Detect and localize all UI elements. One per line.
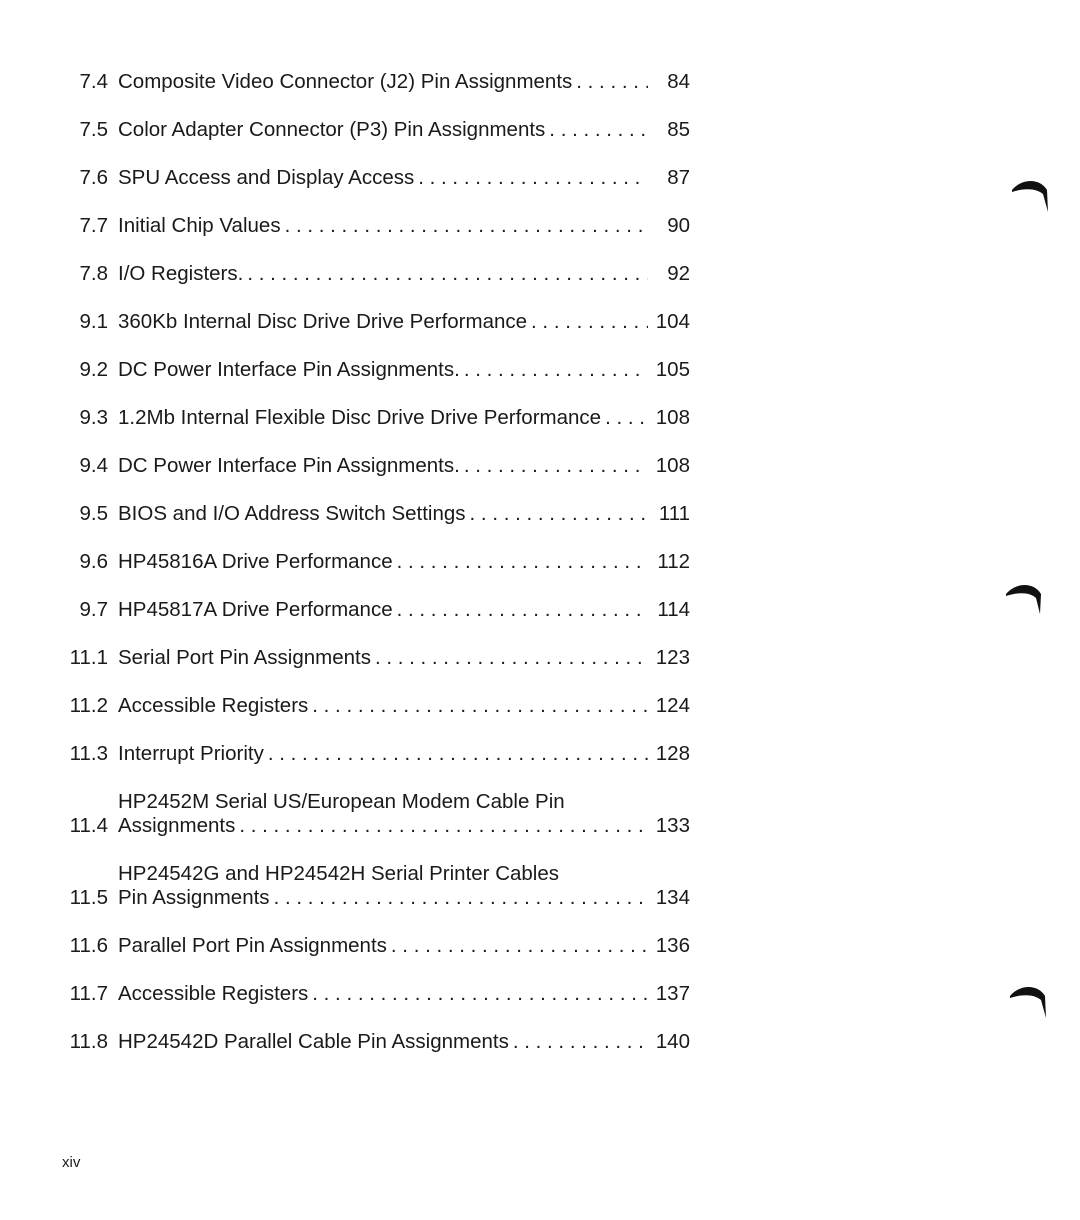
toc-entry-number: 7.8 [79,262,108,285]
toc-entry-page: 85 [667,118,690,141]
toc-entry [60,718,690,766]
toc-entry-number: 11.5 [69,886,108,909]
dot-leader [308,982,648,1006]
toc-entry [60,478,690,526]
toc-entry-number: 7.5 [79,118,108,141]
toc-entry [60,142,690,190]
toc-entry-number: 11.6 [69,934,108,957]
binding-tab-mark-icon [1010,176,1050,216]
toc-entry-title: 1.2Mb Internal Flexible Disc Drive Drive Performance [118,406,602,429]
toc-entry-page: 128 [655,742,690,765]
toc-entry-page: 140 [655,1030,690,1053]
toc-entry-page: 90 [667,214,690,237]
dot-leader [572,70,648,94]
toc-entry-title: SPU Access and Display Access [118,166,415,189]
dot-leader [527,310,648,334]
toc-entry-title: Initial Chip Values [118,214,281,237]
toc-entry [60,766,690,838]
toc-entry-title: Parallel Port Pin Assignments [118,934,387,957]
toc-entry-page: 114 [657,598,690,621]
toc-entry [60,622,690,670]
toc-entry-page: 108 [655,406,690,429]
dot-leader [387,934,648,958]
toc-entry-title: DC Power Interface Pin Assignments. [118,454,460,477]
toc-entry-number: 11.2 [69,694,108,717]
toc-entry-title: HP24542D Parallel Cable Pin Assignments [118,1030,509,1053]
toc-entry-page: 92 [667,262,690,285]
dot-leader [460,358,648,382]
toc-entry-page: 104 [655,310,690,333]
dot-leader [270,886,648,910]
toc-entry [60,190,690,238]
toc-entry-page: 136 [655,934,690,957]
toc-entry-title: BIOS and I/O Address Switch Settings [118,502,466,525]
toc-entry [60,94,690,142]
toc-entry [60,46,690,94]
toc-entry-number: 11.4 [69,814,108,837]
toc-entry-page: 108 [655,454,690,477]
toc-entry-title: 360Kb Internal Disc Drive Drive Performance [118,310,528,333]
toc-entry-number: 9.5 [79,502,108,525]
toc-entry-page: 137 [655,982,690,1005]
dot-leader [466,502,648,526]
toc-entry-title: Accessible Registers [118,982,309,1005]
dot-leader [264,742,648,766]
page-number-folio: xiv [62,1154,81,1171]
toc-entry-number: 7.4 [79,70,108,93]
toc-entry-number: 9.3 [79,406,108,429]
toc-entry [60,382,690,430]
dot-leader [235,814,648,838]
toc-entry [60,910,690,958]
toc-entry [60,238,690,286]
toc-entry [60,286,690,334]
toc-entry [60,526,690,574]
toc-entry-title: Interrupt Priority [118,742,264,765]
toc-entry-number: 11.7 [69,982,108,1005]
toc-entry-title: DC Power Interface Pin Assignments. [118,358,460,381]
toc-entry [60,958,690,1006]
dot-leader [393,550,648,574]
dot-leader [545,118,648,142]
toc-entry-number: 7.7 [79,214,108,237]
toc-entry-title: Composite Video Connector (J2) Pin Assignments [118,70,573,93]
toc-entry-page: 84 [667,70,690,93]
toc-entry [60,334,690,382]
dot-leader [393,598,648,622]
toc-entry-page: 123 [655,646,690,669]
toc-entry [60,670,690,718]
toc-entry-page: 134 [655,886,690,909]
binding-tab-mark-icon [1008,982,1048,1022]
toc-entry-page: 87 [667,166,690,189]
table-of-contents [60,46,690,1054]
toc-entry-page: 112 [657,550,690,573]
dot-leader [509,1030,648,1054]
toc-entry-title: HP2452M Serial US/European Modem Cable Pin [118,790,565,813]
toc-entry-title: Assignments [118,814,236,837]
toc-entry-page: 124 [655,694,690,717]
toc-entry-number: 9.7 [79,598,108,621]
dot-leader [308,694,648,718]
toc-entry-page: 133 [655,814,690,837]
toc-entry-number: 9.6 [79,550,108,573]
toc-entry [60,838,690,910]
toc-entry-number: 9.1 [79,310,108,333]
toc-entry [60,574,690,622]
toc-entry-page: 111 [658,502,690,525]
dot-leader [601,406,648,430]
toc-entry-number: 9.4 [79,454,108,477]
toc-entry-number: 9.2 [79,358,108,381]
toc-entry-page: 105 [655,358,690,381]
toc-entry-title: Color Adapter Connector (P3) Pin Assignments [118,118,546,141]
dot-leader [460,454,648,478]
dot-leader [371,646,648,670]
toc-entry-title: Accessible Registers [118,694,309,717]
binding-tab-mark-icon [1004,578,1044,618]
toc-entry [60,1006,690,1054]
toc-entry-title: HP45817A Drive Performance [118,598,393,621]
toc-entry-title: HP24542G and HP24542H Serial Printer Cables [118,862,560,885]
dot-leader [243,262,648,286]
dot-leader [281,214,648,238]
toc-entry-number: 11.1 [69,646,108,669]
toc-entry-title: Serial Port Pin Assignments [118,646,371,669]
toc-entry [60,430,690,478]
toc-entry-title: HP45816A Drive Performance [118,550,393,573]
toc-entry-number: 11.8 [69,1030,108,1053]
toc-entry-title: I/O Registers. [118,262,244,285]
dot-leader [414,166,648,190]
toc-entry-title: Pin Assignments [118,886,270,909]
toc-entry-number: 7.6 [79,166,108,189]
toc-entry-number: 11.3 [69,742,108,765]
